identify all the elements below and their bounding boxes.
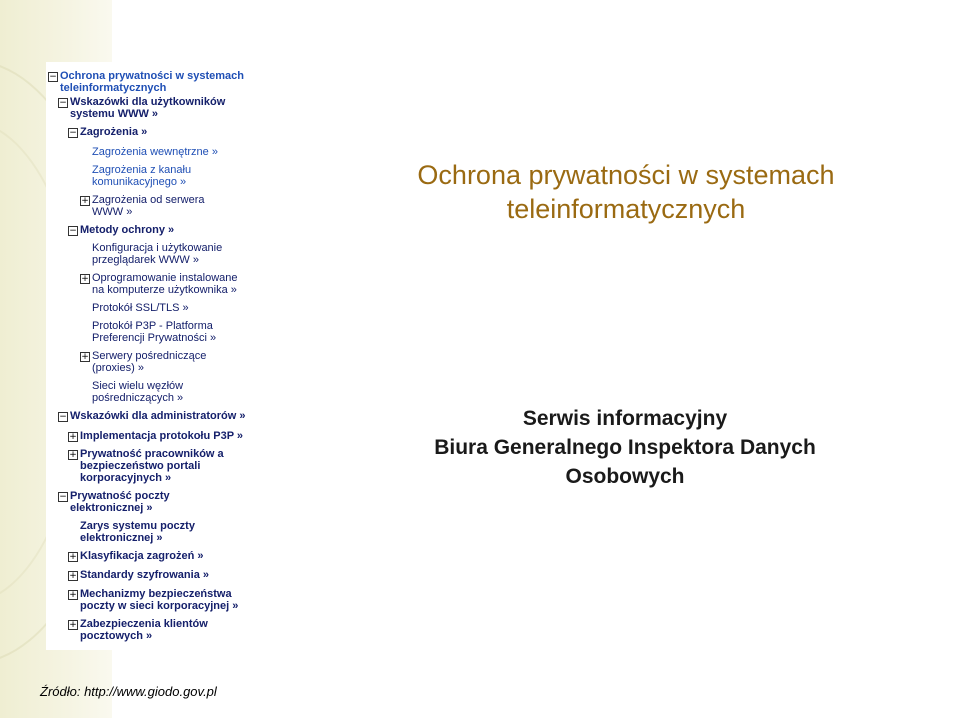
tree-node-label[interactable]: Zagrożenia wewnętrzne » xyxy=(92,146,218,158)
tree-node-ssl-tls[interactable] xyxy=(92,302,189,314)
expand-icon[interactable]: + xyxy=(69,571,77,581)
tree-node-label[interactable]: Zagrożenia z kanału komunikacyjnego » xyxy=(92,164,192,188)
tree-node-p3p-implementation[interactable] xyxy=(68,430,243,442)
tree-node-label[interactable]: Mechanizmy bezpieczeństwa poczty w sieci korporacyjnej » xyxy=(80,588,239,612)
tree-node-internal-threats[interactable] xyxy=(92,146,218,158)
expand-icon[interactable]: + xyxy=(81,274,89,284)
tree-node-channel-threats[interactable] xyxy=(92,164,191,188)
tree-node-threats[interactable] xyxy=(68,126,147,138)
tree-node-label[interactable]: Zabezpieczenia klientów pocztowych » xyxy=(80,618,208,642)
tree-node-label[interactable]: Sieci wielu węzłów pośredniczących » xyxy=(92,380,184,404)
collapse-icon[interactable]: − xyxy=(69,128,77,138)
tree-node-label[interactable]: Protokół SSL/TLS » xyxy=(92,302,189,314)
expand-icon[interactable]: + xyxy=(81,352,89,362)
tree-node-client-protection[interactable] xyxy=(68,618,208,642)
expand-icon[interactable]: + xyxy=(69,590,77,600)
tree-node-user-software[interactable] xyxy=(80,272,238,296)
tree-node-security-mechanisms[interactable] xyxy=(68,588,238,612)
collapse-icon[interactable]: − xyxy=(59,412,67,422)
tree-node-label[interactable]: Klasyfikacja zagrożeń » xyxy=(80,550,204,562)
tree-node-email-system-outline[interactable] xyxy=(80,520,195,544)
tree-node-protection-methods[interactable] xyxy=(68,224,174,236)
tree-node-label[interactable]: Metody ochrony » xyxy=(80,224,175,236)
tree-node-admins[interactable] xyxy=(58,410,245,422)
tree-node-users-www[interactable] xyxy=(58,96,225,120)
tree-node-label[interactable]: Zarys systemu poczty elektronicznej » xyxy=(80,520,195,544)
collapse-icon[interactable]: − xyxy=(49,72,57,82)
slide-title-line: teleinformatycznych xyxy=(506,194,746,224)
expand-icon[interactable]: + xyxy=(81,196,89,206)
tree-node-threat-classification[interactable] xyxy=(68,550,204,562)
tree-node-employee-privacy[interactable] xyxy=(68,448,224,484)
tree-node-label[interactable]: Protokół P3P - Platforma Preferencji Prywatności » xyxy=(92,320,217,344)
collapse-icon[interactable]: − xyxy=(59,98,67,108)
tree-node-label[interactable]: Oprogramowanie instalowane na komputerze użytkownika » xyxy=(92,272,238,296)
tree-node-label[interactable]: Prywatność pracowników a bezpieczeństwo portali korporacyjnych » xyxy=(80,448,224,484)
tree-node-p3p[interactable] xyxy=(92,320,216,344)
tree-node-label[interactable]: Ochrona prywatności w systemach teleinformatycznych xyxy=(60,70,245,94)
tree-node-label[interactable]: Standardy szyfrowania » xyxy=(80,569,209,581)
tree-node-browser-config[interactable] xyxy=(92,242,222,266)
slide-title-line: Ochrona prywatności w systemach xyxy=(417,160,835,190)
tree-node-encryption-standards[interactable] xyxy=(68,569,209,581)
tree-node-email-privacy[interactable] xyxy=(58,490,170,514)
collapse-icon[interactable]: − xyxy=(59,492,67,502)
navigation-tree xyxy=(46,62,258,650)
tree-node-label[interactable]: Zagrożenia » xyxy=(80,126,148,138)
expand-icon[interactable]: + xyxy=(69,620,77,630)
tree-node-proxies[interactable] xyxy=(80,350,206,374)
expand-icon[interactable]: + xyxy=(69,450,77,460)
source-caption: Źródło: http://www.giodo.gov.pl xyxy=(40,684,217,699)
tree-node-multi-node-networks[interactable] xyxy=(92,380,183,404)
slide-title xyxy=(372,158,880,226)
expand-icon[interactable]: + xyxy=(69,552,77,562)
service-description xyxy=(400,404,850,491)
service-line: Biura Generalnego Inspektora Danych xyxy=(434,436,816,459)
tree-node-label[interactable]: Wskazówki dla administratorów » xyxy=(70,410,246,422)
tree-node-label[interactable]: Implementacja protokołu P3P » xyxy=(80,430,244,442)
service-line: Osobowych xyxy=(565,465,685,488)
collapse-icon[interactable]: − xyxy=(69,226,77,236)
service-line: Serwis informacyjny xyxy=(522,407,728,430)
tree-node-label[interactable]: Wskazówki dla użytkowników systemu WWW » xyxy=(70,96,226,120)
tree-node-root[interactable] xyxy=(48,70,244,94)
expand-icon[interactable]: + xyxy=(69,432,77,442)
tree-node-label[interactable]: Zagrożenia od serwera WWW » xyxy=(92,194,205,218)
tree-node-server-threats[interactable] xyxy=(80,194,205,218)
tree-node-label[interactable]: Konfiguracja i użytkowanie przeglądarek WWW » xyxy=(92,242,223,266)
tree-node-label[interactable]: Serwery pośredniczące (proxies) » xyxy=(92,350,207,374)
tree-node-label[interactable]: Prywatność poczty elektronicznej » xyxy=(70,490,170,514)
